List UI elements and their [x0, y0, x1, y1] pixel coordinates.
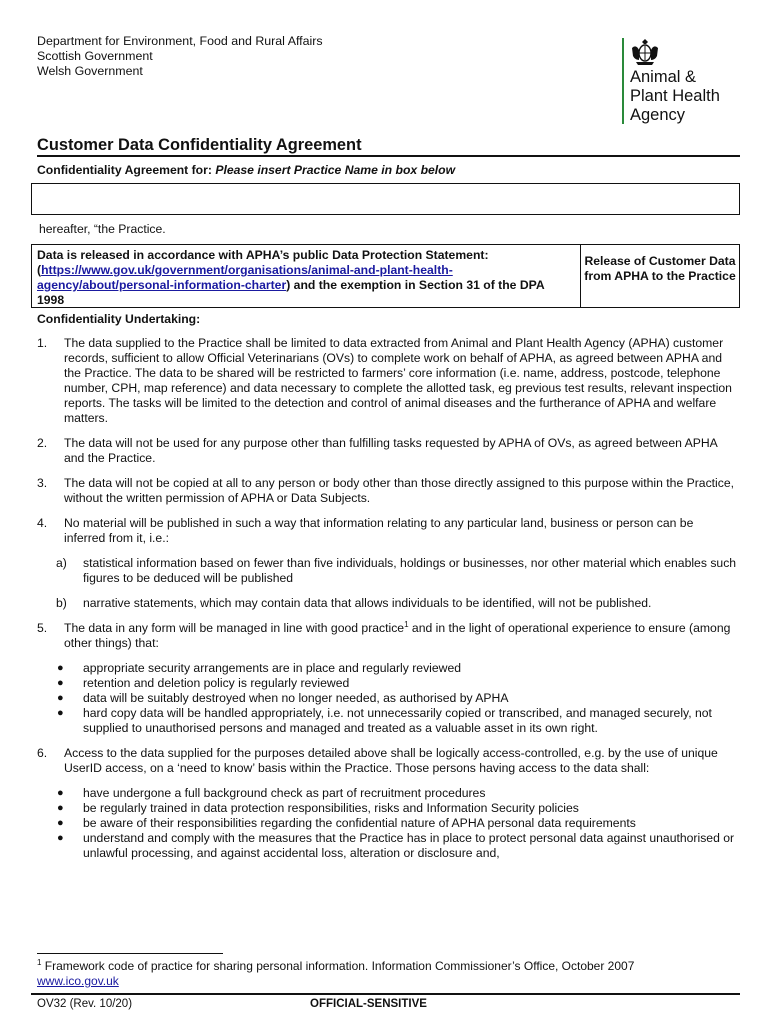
logo-line-3: Agency — [630, 106, 686, 124]
release-table — [31, 244, 740, 308]
bullet-text: be aware of their responsibilities regarding the confidential nature of APHA personal data requirements — [83, 816, 636, 830]
list-item-4 — [37, 516, 737, 546]
release-link-open: ( — [37, 263, 42, 277]
ico-link[interactable]: www.ico.gov.uk — [37, 974, 119, 988]
item-text: Access to the data supplied for the purposes detailed above shall be logically access-controlled, e.g. by the use of unique UserID access, on a ‘need to know’ basis within the Practice. Those persons having access to the data shall: — [64, 746, 718, 775]
item-number: 3. — [37, 476, 48, 490]
bullet-text: be regularly trained in data protection responsibilities, risks and Information Security policies — [83, 801, 579, 815]
item-text: The data will not be used for any purpose other than fulfilling tasks requested by APHA of OVs, as agreed between APHA and the Practice. — [64, 436, 718, 465]
bullet-item — [57, 676, 737, 691]
bullet-item — [57, 691, 737, 706]
logo-line-1: Animal & — [630, 68, 697, 86]
bullet-text: hard copy data will be handled appropriately, i.e. not unnecessarily copied or transcribed, and managed securely, not supplied to unauthorised persons and managed and treated as a valuable asset in its own right. — [83, 706, 712, 735]
bullet-icon: ● — [57, 832, 64, 844]
release-statement-cell — [32, 245, 581, 307]
bullet-text: data will be suitably destroyed when no longer needed, as authorised by APHA — [83, 691, 509, 705]
bullet-text: understand and comply with the measures that the Practice has in place to protect personal data against unauthorised or unlawful processing, and against accidental loss, alteration or disclosure and, — [83, 831, 735, 860]
footer-divider — [31, 993, 740, 995]
item-number: 6. — [37, 746, 48, 760]
footnote-mark: 1 — [37, 958, 42, 967]
hereafter-text: hereafter, “the Practice. — [39, 222, 166, 236]
sub-item-b — [37, 596, 737, 611]
sub-item-text: statistical information based on fewer than five individuals, holdings or businesses, nor other material which enables such figures to be deduced will be published — [83, 556, 737, 585]
item6-bullet-list — [37, 786, 737, 861]
sub-item-a — [37, 556, 737, 586]
footnote-divider — [37, 953, 223, 954]
item-text: No material will be published in such a way that information relating to any particular land, business or person can be inferred from it, i.e.: — [64, 516, 694, 545]
bullet-item — [57, 661, 737, 676]
undertaking-list — [37, 336, 737, 871]
list-item-3 — [37, 476, 737, 506]
item-number: 1. — [37, 336, 48, 350]
item-text-after: and in the light of operational experience to ensure (among other things) that: — [64, 621, 731, 650]
bullet-item — [57, 816, 737, 831]
bullet-icon: ● — [57, 802, 64, 814]
bullet-icon: ● — [57, 677, 64, 689]
undertaking-heading: Confidentiality Undertaking: — [37, 312, 201, 326]
list-item-1 — [37, 336, 737, 426]
form-reference: OV32 (Rev. 10/20) — [37, 998, 133, 1010]
item-number: 4. — [37, 516, 48, 530]
department-welsh-government: Welsh Government — [37, 64, 143, 78]
sub-item-text: narrative statements, which may contain data that allows individuals to be identified, will not be published. — [83, 596, 652, 610]
agreement-for-label: Confidentiality Agreement for: — [37, 163, 212, 177]
bullet-text: appropriate security arrangements are in place and regularly reviewed — [83, 661, 462, 675]
logo-wordmark — [630, 68, 720, 125]
item-number: 2. — [37, 436, 48, 450]
footnote-text: Framework code of practice for sharing personal information. Information Commissioner’s Office, October 2007 — [41, 959, 635, 973]
item-text-before: The data in any form will be managed in line with good practice — [64, 621, 405, 635]
list-item-6 — [37, 746, 737, 776]
release-statement-text-2: ) and the exemption in Section 31 of the DPA 1998 — [37, 278, 545, 307]
bullet-icon: ● — [57, 692, 64, 704]
item-text: The data will not be copied at all to any person or body other than those directly assigned to this purpose within the Practice, without the written permission of APHA or Data Subjects. — [64, 476, 735, 505]
footnote — [37, 959, 737, 989]
bullet-text: have undergone a full background check as part of recruitment procedures — [83, 786, 486, 800]
bullet-item — [57, 831, 737, 861]
item-number: 5. — [37, 621, 48, 635]
agreement-for-instruction: Please insert Practice Name in box below — [215, 163, 456, 177]
classification-label: OFFICIAL-SENSITIVE — [310, 998, 427, 1010]
departments-block — [37, 34, 323, 79]
department-scottish-government: Scottish Government — [37, 49, 153, 63]
bullet-icon: ● — [57, 787, 64, 799]
page-title: Customer Data Confidentiality Agreement — [37, 136, 362, 154]
apha-logo — [622, 38, 742, 128]
bullet-icon: ● — [57, 707, 64, 719]
release-title-cell: Release of Customer Data from APHA to the Practice — [584, 254, 736, 283]
sub-item-letter: a) — [56, 556, 67, 570]
logo-green-bar — [622, 38, 624, 124]
item5-bullet-list — [37, 661, 737, 736]
bullet-text: retention and deletion policy is regularly reviewed — [83, 676, 350, 690]
bullet-item — [57, 706, 737, 736]
personal-information-charter-link[interactable]: https://www.gov.uk/government/organisations/animal-and-plant-health-agency/about/personal-information-charter — [37, 263, 453, 292]
bullet-item — [57, 786, 737, 801]
logo-line-2: Plant Health — [630, 87, 720, 105]
bullet-icon: ● — [57, 817, 64, 829]
list-item-5 — [37, 621, 737, 651]
practice-name-field[interactable] — [31, 183, 740, 215]
footnote-ref: 1 — [404, 619, 409, 629]
sub-item-letter: b) — [56, 596, 67, 610]
bullet-item — [57, 801, 737, 816]
royal-crest-icon — [630, 38, 660, 66]
item-text: The data supplied to the Practice shall be limited to data extracted from Animal and Plant Health Agency (APHA) customer records, sufficient to allow Official Veterinarians (OVs) to complete work on behalf of APHA, as agreed between APHA and the Practice. The data to be shared will be restricted to farmers’ core information (i.e. name, address, postcode, telephone number, CPH, map reference) and data necessary to complete the allotted task, eg previous test results, relevant inspection reports. The tasks will be limited to the detection and control of animal diseases and the furtherance of APHA and welfare matters. — [64, 336, 732, 425]
agreement-for-line — [37, 163, 455, 178]
release-statement-text-1: Data is released in accordance with APHA’s public Data Protection Statement: — [37, 248, 489, 262]
list-item-2 — [37, 436, 737, 466]
title-divider — [37, 155, 740, 157]
department-defra: Department for Environment, Food and Rural Affairs — [37, 34, 323, 48]
bullet-icon: ● — [57, 662, 64, 674]
